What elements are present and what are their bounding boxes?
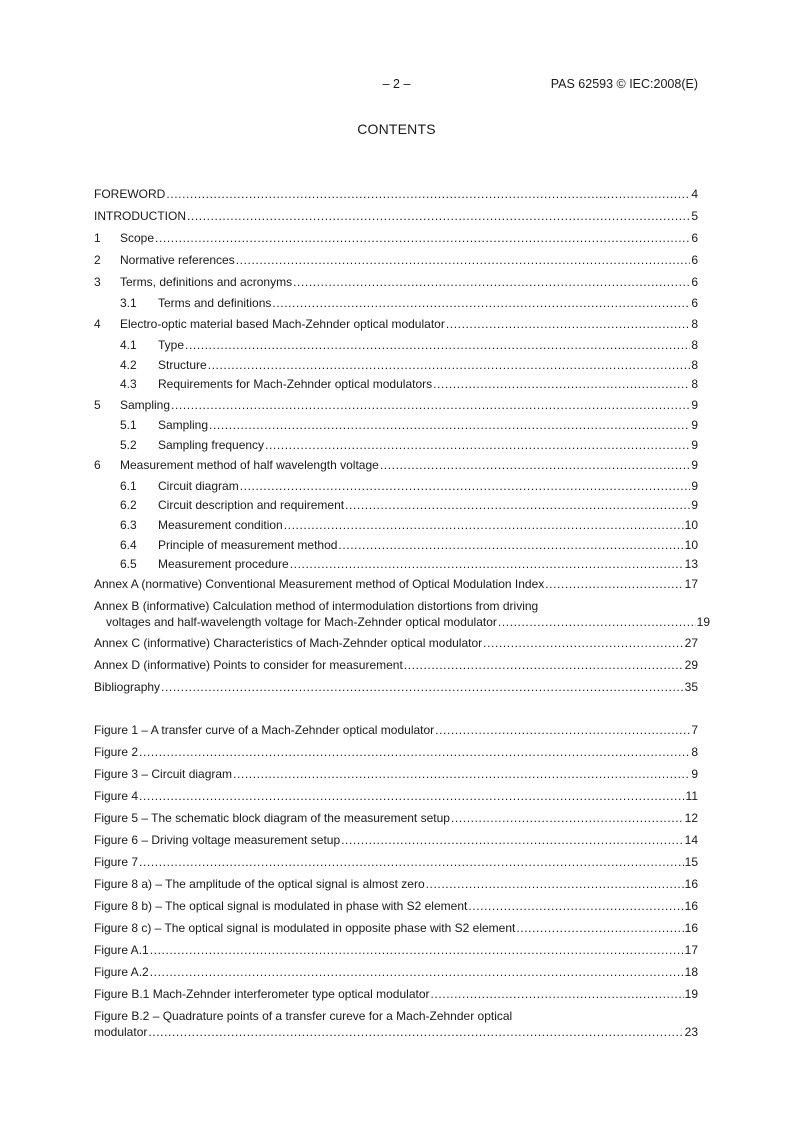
toc-entry-procedure[interactable] [120,556,698,572]
toc-entry-page: 10 [684,518,698,532]
toc-entry-sampling[interactable] [94,397,698,413]
figure-entry-7[interactable] [94,854,698,870]
figure-entry-text: Figure A.1 [94,943,149,957]
figure-entry-text: Figure 1 – A transfer curve of a Mach-Zehnder optical modulator [94,723,435,737]
toc-entry-page: 17 [684,577,698,591]
toc-entry-sampling-sub[interactable] [120,417,698,433]
toc-entry-text: Type [158,338,185,352]
toc-entry-number: 5 [94,398,101,412]
toc-entry-sampling-frequency[interactable] [120,437,698,453]
toc-entry-number: 6.2 [120,498,137,512]
toc-entry-number: 3.1 [120,296,137,310]
figure-entry-text: Figure A.2 [94,965,149,979]
figure-entry-text: Figure B.1 Mach-Zehnder interferometer type optical modulator [94,987,430,1001]
toc-entry-text: Terms, definitions and acronyms [120,275,293,289]
toc-entry-text: Measurement condition [158,518,283,532]
figure-entry-3[interactable] [94,766,698,782]
figure-entry-5[interactable] [94,810,698,826]
toc-entry-text: Normative references [120,253,235,267]
toc-entry-page: 4 [691,187,698,201]
toc-entry-page: 13 [684,557,698,571]
figure-entry-page: 17 [684,943,698,957]
figure-entry-page: 19 [684,987,698,1001]
toc-entry-number: 4.3 [120,377,137,391]
figure-entry-6[interactable] [94,832,698,848]
figure-entry-page: 16 [684,877,698,891]
toc-entry-terms[interactable] [94,274,698,290]
figure-entry-b1[interactable] [94,986,698,1002]
toc-entry-page: 9 [691,438,698,452]
toc-entry-page: 9 [691,398,698,412]
figure-entry-text: Figure 7 [94,855,139,869]
toc-entry-page: 8 [691,358,698,372]
toc-entry-text: Sampling [158,418,209,432]
toc-entry-bibliography[interactable] [94,679,698,695]
figure-entry-text: Figure 5 – The schematic block diagram of the measurement setup [94,811,450,825]
toc-entry-page: 9 [691,479,698,493]
toc-entry-page: 9 [691,458,698,472]
toc-entry-page: 8 [691,338,698,352]
figure-entry-text: Figure 3 – Circuit diagram [94,767,233,781]
toc-entry-text: Annex A (normative) Conventional Measurement method of Optical Modulation Index [94,577,545,591]
toc-entry-text: Sampling frequency [158,438,265,452]
toc-entry-page: 6 [691,231,698,245]
toc-entry-structure[interactable] [120,357,698,373]
toc-entry-page: 9 [691,418,698,432]
figure-entry-4[interactable] [94,788,698,804]
toc-entry-number: 6.4 [120,538,137,552]
toc-entry-text: INTRODUCTION [94,209,186,223]
toc-entry-annex-b[interactable] [94,598,710,630]
figure-entry-page: 11 [685,789,698,803]
toc-entry-circuit-description[interactable] [120,497,698,513]
figure-entry-8c[interactable] [94,920,698,936]
figure-entry-page: 18 [684,965,698,979]
toc-entry-text: Measurement method of half wavelength voltage [120,458,379,472]
toc-entry-text-line1: Annex B (informative) Calculation method of intermodulation distortions from driving [94,599,539,613]
figure-entry-page: 8 [691,745,698,759]
figure-entry-page: 16 [684,899,698,913]
toc-entry-number: 4 [94,317,101,331]
toc-entry-circuit-diagram[interactable] [120,478,698,494]
page-number: – 2 – [382,77,411,91]
figure-entry-a2[interactable] [94,964,698,980]
toc-entry-introduction[interactable] [94,208,698,224]
toc-entry-number: 5.2 [120,438,137,452]
toc-entry-text: Electro-optic material based Mach-Zehnder optical modulator [120,317,445,331]
figure-entry-page: 7 [691,723,698,737]
toc-entry-text: Bibliography [94,680,161,694]
figure-entry-page: 12 [684,811,698,825]
figure-entry-b2[interactable] [94,1008,698,1040]
toc-entry-mz-modulator[interactable] [94,316,698,332]
toc-entry-normative-references[interactable] [94,252,698,268]
toc-entry-annex-a[interactable] [94,576,698,592]
document-code: PAS 62593 © IEC:2008(E) [550,77,698,91]
figure-entry-text: Figure 2 [94,745,139,759]
toc-entry-number: 5.1 [120,418,137,432]
toc-entry-number: 6.1 [120,479,137,493]
toc-entry-number: 4.2 [120,358,137,372]
toc-entry-foreword[interactable] [94,186,698,202]
toc-entry-principle[interactable] [120,537,698,553]
toc-entry-text: Circuit diagram [158,479,239,493]
toc-entry-number: 1 [94,231,101,245]
page-title: CONTENTS [357,121,436,137]
figure-entry-text: Figure 8 c) – The optical signal is modulated in opposite phase with S2 element [94,921,516,935]
toc-entry-page: 35 [684,680,698,694]
figure-entry-text: Figure 6 – Driving voltage measurement setup [94,833,341,847]
toc-entry-page: 29 [684,658,698,672]
toc-entry-page: 6 [691,253,698,267]
toc-entry-text: FOREWORD [94,187,166,201]
toc-entry-text: Scope [120,231,155,245]
toc-entry-page: 27 [684,636,698,650]
toc-entry-page: 5 [691,209,698,223]
figure-entry-text: Figure 8 a) – The amplitude of the optical signal is almost zero [94,877,425,891]
toc-entry-page: 8 [691,377,698,391]
figure-entry-text: Figure 8 b) – The optical signal is modulated in phase with S2 element [94,899,468,913]
figure-entry-page: 9 [691,767,698,781]
toc-entry-page: 9 [691,498,698,512]
toc-entry-page: 6 [691,275,698,289]
toc-entry-scope[interactable] [94,230,698,246]
figure-entry-1[interactable] [94,722,698,738]
toc-entry-number: 4.1 [120,338,137,352]
toc-entry-annex-d[interactable] [94,657,698,673]
figure-entry-a1[interactable] [94,942,698,958]
figure-entry-2[interactable] [94,744,698,760]
toc-entry-text-line2: voltages and half-wavelength voltage for Mach-Zehnder optical modulator [106,615,497,629]
toc-entry-text: Structure [158,358,207,372]
toc-entry-page: 6 [691,296,698,310]
figure-entry-text-line2: modulator [94,1025,148,1039]
figure-entry-text-line1: Figure B.2 – Quadrature points of a transfer cureve for a Mach-Zehnder optical [94,1009,513,1023]
toc-entry-number: 6.3 [120,518,137,532]
toc-entry-text: Annex D (informative) Points to consider for measurement [94,658,403,672]
figure-entry-page: 16 [684,921,698,935]
toc-entry-annex-c[interactable] [94,635,698,651]
toc-entry-text: Circuit description and requirement [158,498,345,512]
toc-entry-measurement-condition[interactable] [120,517,698,533]
toc-entry-text: Measurement procedure [158,557,289,571]
figure-entry-page: 15 [684,855,698,869]
toc-entry-type[interactable] [120,337,698,353]
figure-entry-page: 23 [684,1025,698,1039]
toc-entry-text: Principle of measurement method [158,538,338,552]
figure-entry-8a[interactable] [94,876,698,892]
toc-entry-text: Terms and definitions [158,296,272,310]
figure-entry-8b[interactable] [94,898,698,914]
toc-entry-number: 6 [94,458,101,472]
toc-entry-page: 19 [696,615,710,629]
toc-entry-number: 2 [94,253,101,267]
toc-entry-text: Requirements for Mach-Zehnder optical modulators [158,377,433,391]
toc-entry-page: 8 [691,317,698,331]
figure-entry-text: Figure 4 [94,789,139,803]
toc-entry-measurement-method[interactable] [94,457,698,473]
toc-entry-terms-definitions[interactable] [120,295,698,311]
toc-entry-number: 6.5 [120,557,137,571]
toc-entry-page: 10 [684,538,698,552]
toc-entry-text: Annex C (informative) Characteristics of Mach-Zehnder optical modulator [94,636,483,650]
toc-entry-text: Sampling [120,398,171,412]
figure-entry-page: 14 [684,833,698,847]
toc-entry-number: 3 [94,275,101,289]
toc-entry-requirements[interactable] [120,376,698,392]
